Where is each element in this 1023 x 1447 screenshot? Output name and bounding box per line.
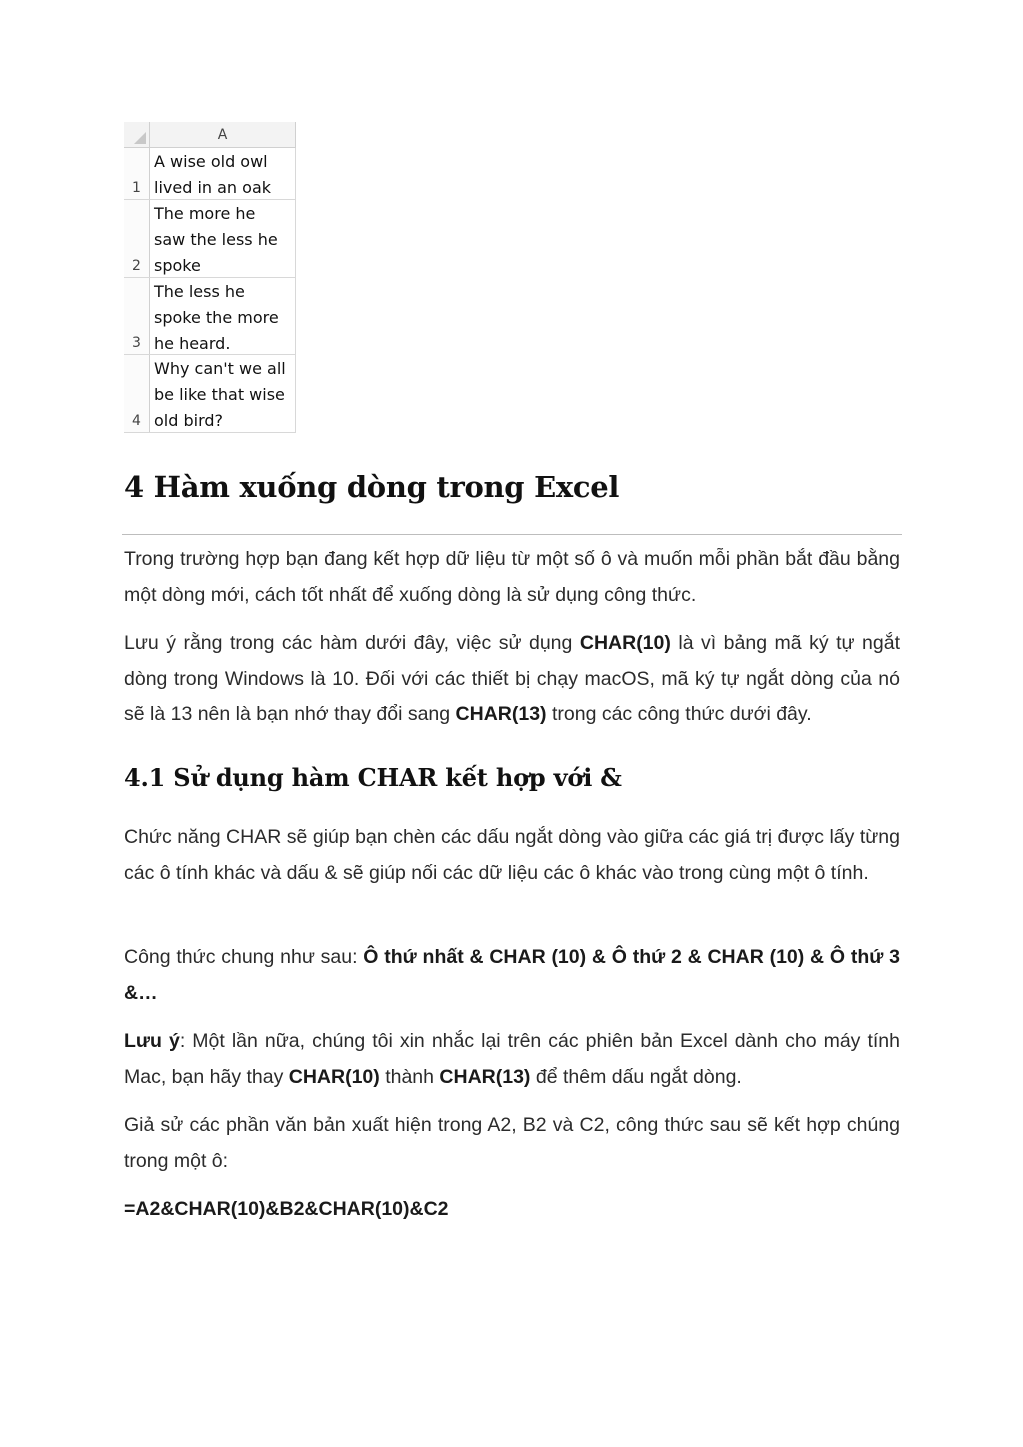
row-number: 1 bbox=[124, 148, 150, 199]
bold-label: Lưu ý bbox=[124, 1030, 180, 1052]
cell-text: A wise old owl lived in an oak bbox=[150, 148, 296, 199]
text-run: Công thức chung như sau: bbox=[124, 946, 364, 968]
select-all-corner bbox=[124, 122, 150, 148]
table-row bbox=[124, 200, 296, 278]
text-run: để thêm dấu ngắt dòng. bbox=[530, 1065, 742, 1088]
paragraph-general-formula bbox=[124, 940, 900, 1011]
text-run: thành bbox=[379, 1065, 440, 1088]
table-row bbox=[124, 355, 296, 433]
row-number: 2 bbox=[124, 200, 150, 277]
bold-formula: Ô thứ nhất & CHAR (10) & Ô thứ 2 & CHAR (10) & Ô thứ 3 &… bbox=[124, 946, 900, 1004]
cell-text: The more he saw the less he spoke bbox=[150, 200, 296, 277]
bold-code: CHAR(13) bbox=[439, 1065, 531, 1088]
paragraph-intro: Trong trường hợp bạn đang kết hợp dữ liệu từ một số ô và muốn mỗi phần bắt đầu bằng một dòng mới, cách tốt nhất để xuống dòng là sử dụng công thức. bbox=[124, 548, 900, 606]
bold-code: CHAR(13) bbox=[455, 703, 547, 725]
cell-text: The less he spoke the more he heard. bbox=[150, 278, 296, 354]
subsection-heading: 4.1 Sử dụng hàm CHAR kết hợp với & bbox=[124, 763, 622, 792]
corner-triangle-icon bbox=[134, 132, 146, 144]
excel-screenshot bbox=[124, 122, 296, 433]
bold-code: CHAR(10) bbox=[579, 632, 671, 654]
paragraph-mac-note bbox=[124, 1024, 900, 1095]
paragraph-note-char bbox=[124, 626, 900, 733]
text-run: trong các công thức dưới đây. bbox=[546, 703, 812, 725]
column-header-a: A bbox=[150, 122, 296, 148]
row-number: 3 bbox=[124, 278, 150, 354]
paragraph-char-function: Chức năng CHAR sẽ giúp bạn chèn các dấu ngắt dòng vào giữa các giá trị được lấy từng các ô tính khác và dấu & sẽ giúp nối các dữ liệu các ô khác vào trong cùng một ô tính. bbox=[124, 826, 900, 884]
excel-header-row bbox=[124, 122, 296, 148]
formula-example: =A2&CHAR(10)&B2&CHAR(10)&C2 bbox=[124, 1198, 449, 1220]
bold-code: CHAR(10) bbox=[288, 1065, 380, 1088]
row-number: 4 bbox=[124, 355, 150, 432]
text-run: Lưu ý rằng trong các hàm dưới đây, việc sử dụng bbox=[124, 632, 580, 654]
text-run: : Một lần nữa, chúng tôi xin nhắc lại trên các phiên bản Excel dành cho máy tính Mac, bạn hãy thay bbox=[124, 1030, 900, 1088]
cell-text: Why can't we all be like that wise old bird? bbox=[150, 355, 296, 432]
section-heading: 4 Hàm xuống dòng trong Excel bbox=[124, 470, 620, 504]
paragraph-example: Giả sử các phần văn bản xuất hiện trong A2, B2 và C2, công thức sau sẽ kết hợp chúng trong một ô: bbox=[124, 1114, 900, 1172]
table-row bbox=[124, 278, 296, 355]
text-run: là vì bảng mã ký tự ngắt dòng trong Windows là 10. Đối với các thiết bị chạy macOS, mã ký tự ngắt dòng của nó sẽ là 13 nên là bạn nhớ thay đổi sang bbox=[124, 632, 900, 725]
heading-divider bbox=[122, 534, 902, 535]
table-row bbox=[124, 148, 296, 200]
